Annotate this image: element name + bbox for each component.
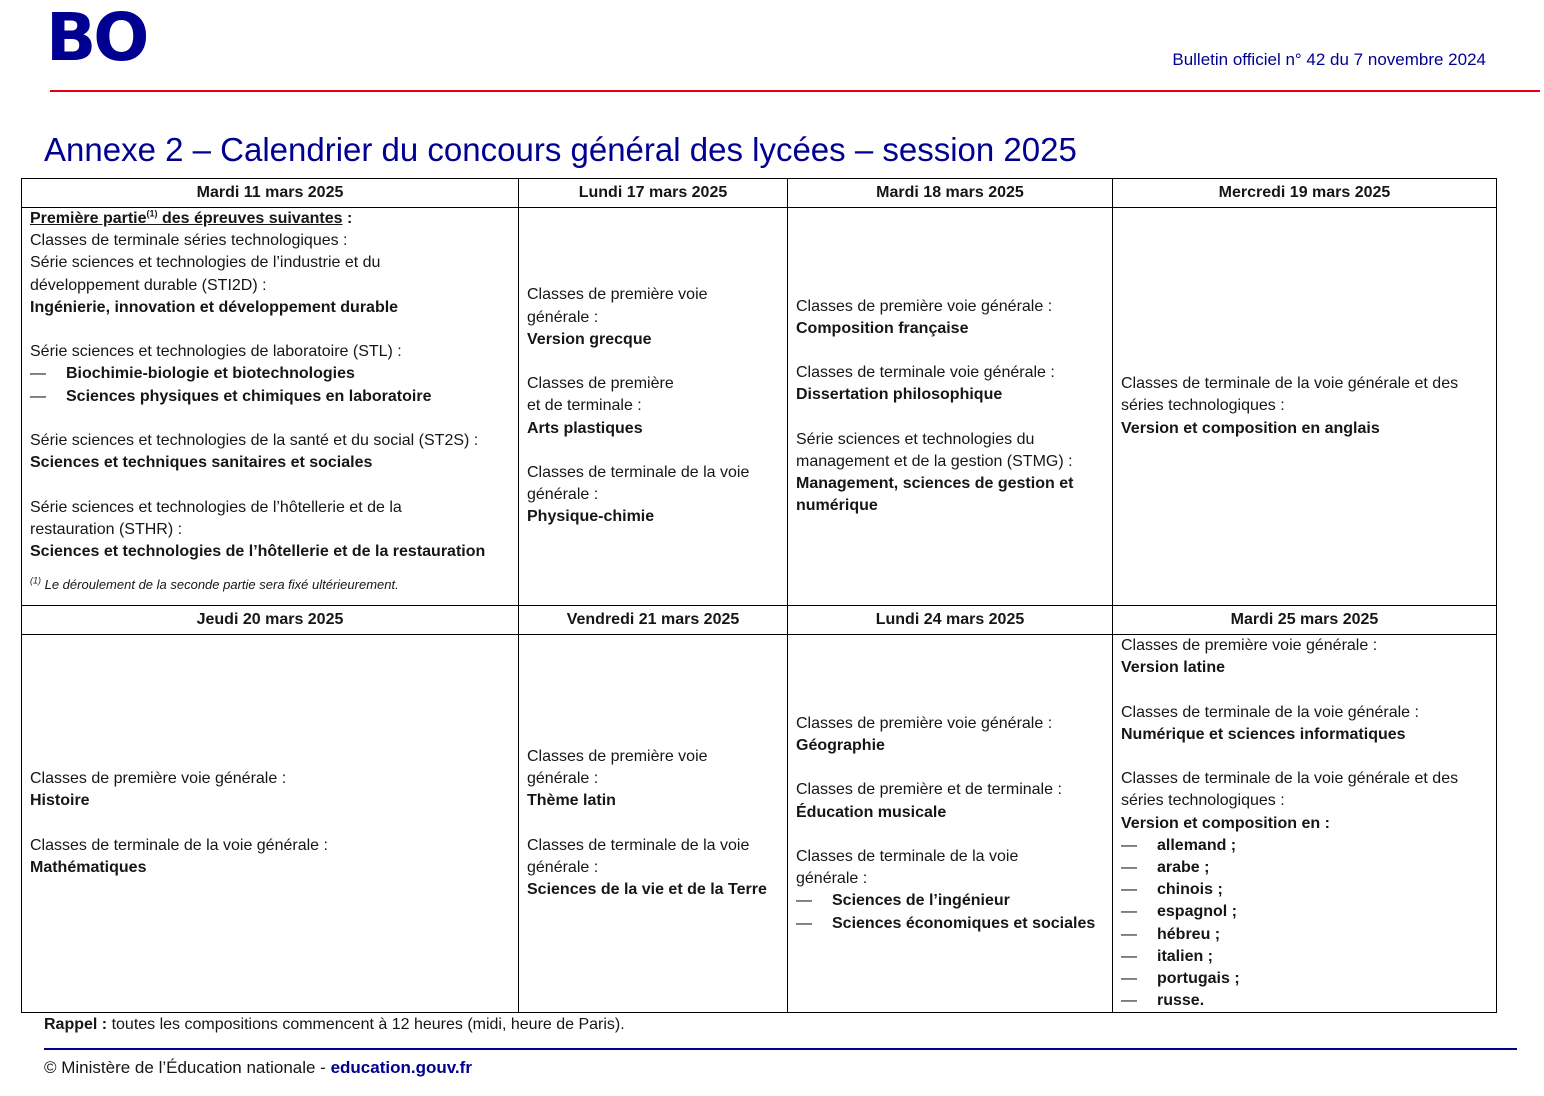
cell-text: séries technologiques : — [1121, 397, 1285, 415]
exam-subject: Sciences et techniques sanitaires et sociales — [30, 454, 373, 472]
list-item: — Sciences économiques et sociales — [796, 914, 1096, 932]
exam-cell-mercredi-19 — [1113, 208, 1497, 606]
page-title: Annexe 2 – Calendrier du concours général des lycées – session 2025 — [44, 131, 1077, 168]
exam-subject: Mathématiques — [30, 859, 147, 876]
exam-subject: Ingénierie, innovation et développement durable — [30, 298, 399, 316]
cell-text: Classes de terminale de la voie générale et des — [1121, 770, 1459, 788]
date-header: Lundi 24 mars 2025 — [788, 606, 1113, 635]
cell-text: Série sciences et technologies du — [796, 430, 1035, 448]
cell-text: Série sciences et technologies de l’industrie et du — [30, 254, 381, 272]
cell-text: Série sciences et technologies de la santé et du social (ST2S) : — [30, 432, 479, 449]
exam-subject: Sciences et technologies de l’hôtellerie et de la restauration — [30, 543, 486, 560]
cell-heading: Première partie$^{(1)}$ des épreuves suivantes : — [30, 208, 353, 227]
cell-text: Classes de première voie — [527, 286, 708, 304]
exam-subject: Sciences de la vie et de la Terre — [527, 881, 767, 899]
cell-text: développement durable (STI2D) : — [30, 276, 267, 294]
language-item: — portugais ; — [1121, 970, 1240, 988]
date-header: Jeudi 20 mars 2025 — [22, 606, 519, 635]
exam-subject: Dissertation philosophique — [796, 386, 1003, 404]
exam-cell-jeudi-20 — [22, 635, 519, 1013]
exam-cell-vendredi-21 — [519, 635, 788, 1013]
exam-subject: Management, sciences de gestion et — [796, 475, 1074, 493]
header-divider — [50, 90, 1540, 92]
cell-text: Classes de première — [527, 375, 674, 393]
date-header-row-1 — [22, 179, 1497, 208]
education-gouv-link[interactable]: education.gouv.fr — [330, 1058, 472, 1077]
bulletin-reference: Bulletin officiel n° 42 du 7 novembre 2024 — [1172, 50, 1486, 69]
exam-row-2 — [22, 635, 1497, 1013]
cell-text: Classes de première voie générale : — [1121, 637, 1378, 654]
date-header: Mardi 18 mars 2025 — [788, 179, 1113, 208]
cell-text: Classes de première et de terminale : — [796, 781, 1062, 799]
date-header-row-2 — [22, 606, 1497, 635]
exam-subject: Version grecque — [527, 330, 652, 348]
exam-subject: Thème latin — [527, 792, 616, 810]
footer — [44, 1058, 472, 1078]
cell-text: générale : — [527, 770, 599, 788]
cell-text: Classes de première voie générale : — [796, 714, 1053, 732]
cell-text: Série sciences et technologies de l’hôtellerie et de la — [30, 498, 402, 516]
cell-text: Classes de terminale de la voie — [527, 463, 750, 481]
footer-divider — [44, 1048, 1517, 1050]
exam-subject: numérique — [796, 497, 878, 515]
cell-text: générale : — [527, 308, 599, 326]
exam-subject: Géographie — [796, 736, 885, 754]
cell-text: générale : — [796, 870, 868, 888]
list-item: — Sciences de l’ingénieur — [796, 892, 1010, 910]
exam-subject: Numérique et sciences informatiques — [1121, 725, 1406, 743]
exam-row-1 — [22, 208, 1497, 606]
exam-subject: Version latine — [1121, 659, 1226, 677]
language-item: — chinois ; — [1121, 881, 1223, 899]
copyright-text: © Ministère de l’Éducation nationale - — [44, 1058, 331, 1077]
language-item: — russe. — [1121, 992, 1205, 1010]
language-item: — allemand ; — [1121, 836, 1237, 854]
cell-text: Classes de première voie générale : — [30, 770, 287, 788]
cell-text: management et de la gestion (STMG) : — [796, 452, 1073, 470]
calendar-table — [21, 178, 1497, 1013]
date-header: Mardi 25 mars 2025 — [1113, 606, 1497, 635]
cell-text: Série sciences et technologies de laboratoire (STL) : — [30, 343, 402, 361]
cell-text: générale : — [527, 859, 599, 876]
date-header: Mercredi 19 mars 2025 — [1113, 179, 1497, 208]
cell-text: Classes de première voie générale : — [796, 297, 1053, 315]
language-item: — arabe ; — [1121, 859, 1210, 876]
exam-cell-lundi-17 — [519, 208, 788, 606]
cell-text: Classes de terminale de la voie — [527, 836, 750, 854]
exam-subject: Éducation musicale — [796, 803, 947, 821]
exam-subject: Composition française — [796, 319, 969, 337]
cell-text: et de terminale : — [527, 397, 642, 415]
footnote: $^{(1)}$ Le déroulement de la seconde partie sera fixé ultérieurement. — [30, 575, 399, 593]
date-header: Lundi 17 mars 2025 — [519, 179, 788, 208]
exam-subject: Physique-chimie — [527, 508, 655, 526]
cell-text: Classes de terminale voie générale : — [796, 364, 1055, 382]
cell-text: Classes de terminale de la voie — [796, 847, 1019, 865]
cell-text: restauration (STHR) : — [30, 520, 183, 538]
exam-cell-mardi-11 — [22, 208, 519, 606]
list-item: — Sciences physiques et chimiques en laboratoire — [30, 387, 432, 405]
language-item: — espagnol ; — [1121, 903, 1238, 921]
cell-text: séries technologiques : — [1121, 792, 1285, 810]
language-item: — hébreu ; — [1121, 925, 1221, 943]
date-header: Vendredi 21 mars 2025 — [519, 606, 788, 635]
exam-cell-mardi-25 — [1113, 635, 1497, 1013]
list-item: — Biochimie-biologie et biotechnologies — [30, 365, 355, 383]
exam-subject: Histoire — [30, 792, 90, 810]
cell-text: Classes de terminale de la voie générale : — [30, 836, 328, 854]
cell-text: Classes de terminale séries technologiques : — [30, 232, 348, 250]
exam-cell-lundi-24 — [788, 635, 1113, 1013]
exam-subject: Arts plastiques — [527, 419, 643, 437]
exam-cell-mardi-18 — [788, 208, 1113, 606]
bo-logo: BO — [46, 0, 147, 76]
cell-text: Classes de terminale de la voie générale : — [1121, 703, 1419, 721]
cell-text: Classes de première voie — [527, 748, 708, 765]
date-header: Mardi 11 mars 2025 — [22, 179, 519, 208]
exam-subject: Version et composition en : — [1121, 814, 1330, 832]
cell-text: générale : — [527, 486, 599, 504]
cell-text: Classes de terminale de la voie générale et des — [1121, 375, 1459, 393]
exam-subject: Version et composition en anglais — [1121, 419, 1380, 437]
language-item: — italien ; — [1121, 947, 1214, 965]
reminder-note: Rappel : toutes les compositions commencent à 12 heures (midi, heure de Paris). — [44, 1016, 625, 1033]
